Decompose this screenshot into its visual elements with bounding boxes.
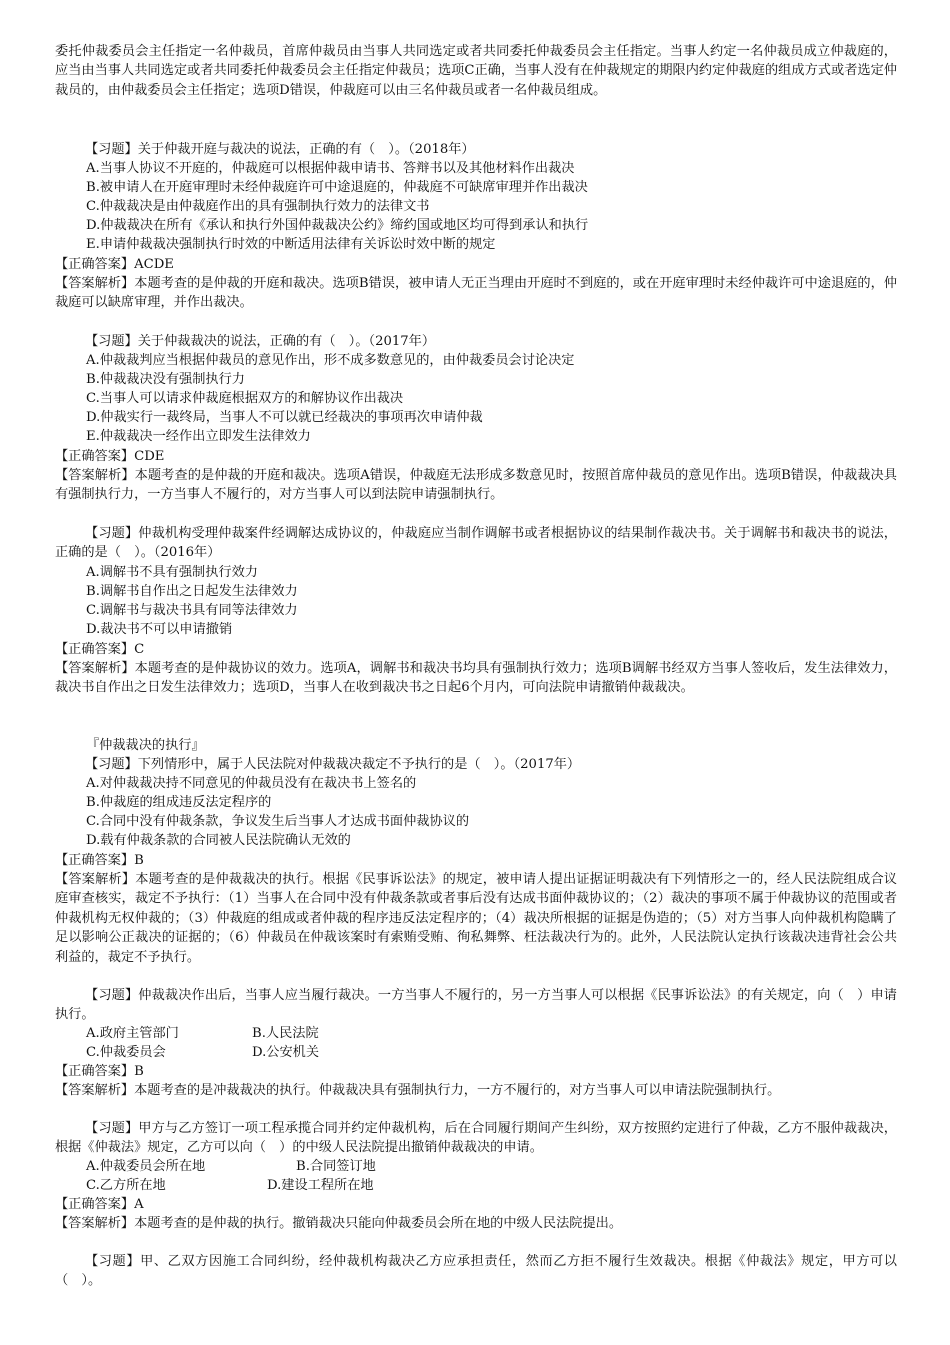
q2-analysis: 【答案解析】本题考查的是仲裁的开庭和裁决。选项A错误，仲裁庭无法形成多数意见时，按照首席仲裁员的意见作出。选项B错误，仲裁裁决具有强制执行力，一方当事人不履行的，对方当事人可以到法院申请强制执行。 [55, 468, 897, 503]
q5-option-a: A.政府主管部门 [86, 1026, 179, 1041]
q4-option-a: A.对仲裁裁决持不同意见的仲裁员没有在裁决书上签名的 [86, 776, 417, 791]
q5-answer: 【正确答案】B [55, 1064, 144, 1079]
q4-option-d: D.载有仲裁条款的合同被人民法院确认无效的 [86, 833, 351, 848]
q6-option-b: B.合同签订地 [296, 1159, 376, 1174]
q4-answer: 【正确答案】B [55, 853, 144, 868]
q4-option-c: C.合同中没有仲裁条款，争议发生后当事人才达成书面仲裁协议的 [86, 814, 470, 829]
question-7: 【习题】甲、乙双方因施工合同纠纷，经仲裁机构裁决乙方应承担责任，然而乙方拒不履行生效裁决。根据《仲裁法》规定，甲方可以（ ）。 [55, 1254, 897, 1289]
q1-analysis: 【答案解析】本题考查的是仲裁的开庭和裁决。选项B错误，被申请人无正当理由开庭时不到庭的，或在开庭审理时未经仲裁许可中途退庭的，仲裁庭可以缺席审理，并作出裁决。 [55, 276, 897, 311]
q3-option-b: B.调解书自作出之日起发生法律效力 [86, 584, 298, 599]
q2-option-a: A.仲裁裁判应当根据仲裁员的意见作出，形不成多数意见的，由仲裁委员会讨论决定 [86, 353, 575, 368]
q3-option-a: A.调解书不具有强制执行效力 [86, 565, 258, 580]
q2-option-b: B.仲裁裁决没有强制执行力 [86, 372, 245, 387]
q3-analysis: 【答案解析】本题考查的是仲裁协议的效力。选项A，调解书和裁决书均具有强制执行效力；选项B调解书经双方当事人签收后，发生法律效力，裁决书自作出之日发生法律效力；选项D，当事人在收到裁决书之日起6个月内，可向法院申请撤销仲裁裁决。 [55, 661, 897, 696]
q1-option-e: E.申请仲裁裁决强制执行时效的中断适用法律有关诉讼时效中断的规定 [86, 237, 496, 252]
q6-option-a: A.仲裁委员会所在地 [86, 1159, 206, 1174]
q1-option-b: B.被申请人在开庭审理时未经仲裁庭许可中途退庭的，仲裁庭不可缺席审理并作出裁决 [86, 180, 588, 195]
question-6: 【习题】甲方与乙方签订一项工程承揽合同并约定仲裁机构，后在合同履行期间产生纠纷，双方按照约定进行了仲裁，乙方不服仲裁裁决，根据《仲裁法》规定，乙方可以向（ ）的中级人民法院提出撤销仲裁裁决的申请。 [55, 1121, 897, 1156]
q5-analysis: 【答案解析】本题考查的是冲裁裁决的执行。仲裁裁决具有强制执行力，一方不履行的，对方当事人可以申请法院强制执行。 [55, 1083, 781, 1098]
q5-option-d: D.公安机关 [252, 1045, 320, 1060]
section-title: 『仲裁裁决的执行』 [86, 738, 205, 753]
q2-option-c: C.当事人可以请求仲裁庭根据双方的和解协议作出裁决 [86, 391, 404, 406]
question-5: 【习题】仲裁裁决作出后，当事人应当履行裁决。一方当事人不履行的，另一方当事人可以根据《民事诉讼法》的有关规定，向（ ）申请执行。 [55, 988, 897, 1023]
q2-option-d: D.仲裁实行一裁终局，当事人不可以就已经裁决的事项再次申请仲裁 [86, 410, 483, 425]
q6-option-c: C.乙方所在地 [86, 1178, 166, 1193]
q5-option-b: B.人民法院 [252, 1026, 319, 1041]
intro-paragraph: 委托仲裁委员会主任指定一名仲裁员，首席仲裁员由当事人共同选定或者共同委托仲裁委员会主任指定。当事人约定一名仲裁员成立仲裁庭的，应当由当事人共同选定或者共同委托仲裁委员会主任指定仲裁员；选项C正确，当事人没有在仲裁规定的期限内约定仲裁庭的组成方式或者选定仲裁员的，由仲裁委员会主任指定；选项D错误，仲裁庭可以由三名仲裁员或者一名仲裁员组成。 [55, 44, 897, 98]
q1-option-c: C.仲裁裁决是由仲裁庭作出的具有强制执行效力的法律文书 [86, 199, 430, 214]
q2-answer: 【正确答案】CDE [55, 449, 165, 464]
question-3: 【习题】仲裁机构受理仲裁案件经调解达成协议的，仲裁庭应当制作调解书或者根据协议的结果制作裁决书。关于调解书和裁决书的说法，正确的是（ ）。（2016年） [55, 526, 897, 561]
q3-answer: 【正确答案】C [55, 642, 145, 657]
q4-analysis: 【答案解析】本题考查的是仲裁裁决的执行。根据《民事诉讼法》的规定，被申请人提出证据证明裁决有下列情形之一的，经人民法院组成合议庭审查核实，裁定不予执行：（1）当事人在合同中没有仲裁条款或者事后没有达成书面仲裁协议的；（2）裁决的事项不属于仲裁协议的范围或者仲裁机构无权仲裁的；（3）仲裁庭的组成或者仲裁的程序违反法定程序的；（4）裁决所根据的证据是伪造的；（5）对方当事人向仲裁机构隐瞒了足以影响公正裁决的证据的；（6）仲裁员在仲裁该案时有索贿受贿、徇私舞弊、枉法裁决行为的。此外，人民法院认定执行该裁决违背社会公共利益的，裁定不予执行。 [55, 872, 897, 965]
q6-option-d: D.建设工程所在地 [267, 1178, 374, 1193]
q1-option-a: A.当事人协议不开庭的，仲裁庭可以根据仲裁申请书、答辩书以及其他材料作出裁决 [86, 161, 575, 176]
question-4: 【习题】下列情形中，属于人民法院对仲裁裁决裁定不予执行的是（ ）。（2017年） [85, 757, 581, 772]
question-1: 【习题】关于仲裁开庭与裁决的说法，正确的有（ ）。（2018年） [85, 142, 475, 157]
q3-option-c: C.调解书与裁决书具有同等法律效力 [86, 603, 298, 618]
q1-option-d: D.仲裁裁决在所有《承认和执行外国仲裁裁决公约》缔约国或地区均可得到承认和执行 [86, 218, 589, 233]
q4-option-b: B.仲裁庭的组成违反法定程序的 [86, 795, 272, 810]
question-2: 【习题】关于仲裁裁决的说法，正确的有（ ）。（2017年） [85, 334, 436, 349]
q6-analysis: 【答案解析】本题考查的是仲裁的执行。撤销裁决只能向仲裁委员会所在地的中级人民法院提出。 [55, 1216, 623, 1231]
q6-answer: 【正确答案】A [55, 1197, 144, 1212]
q2-option-e: E.仲裁裁决一经作出立即发生法律效力 [86, 429, 311, 444]
q5-option-c: C.仲裁委员会 [86, 1045, 166, 1060]
q1-answer: 【正确答案】ACDE [55, 257, 174, 272]
q3-option-d: D.裁决书不可以申请撤销 [86, 622, 233, 637]
